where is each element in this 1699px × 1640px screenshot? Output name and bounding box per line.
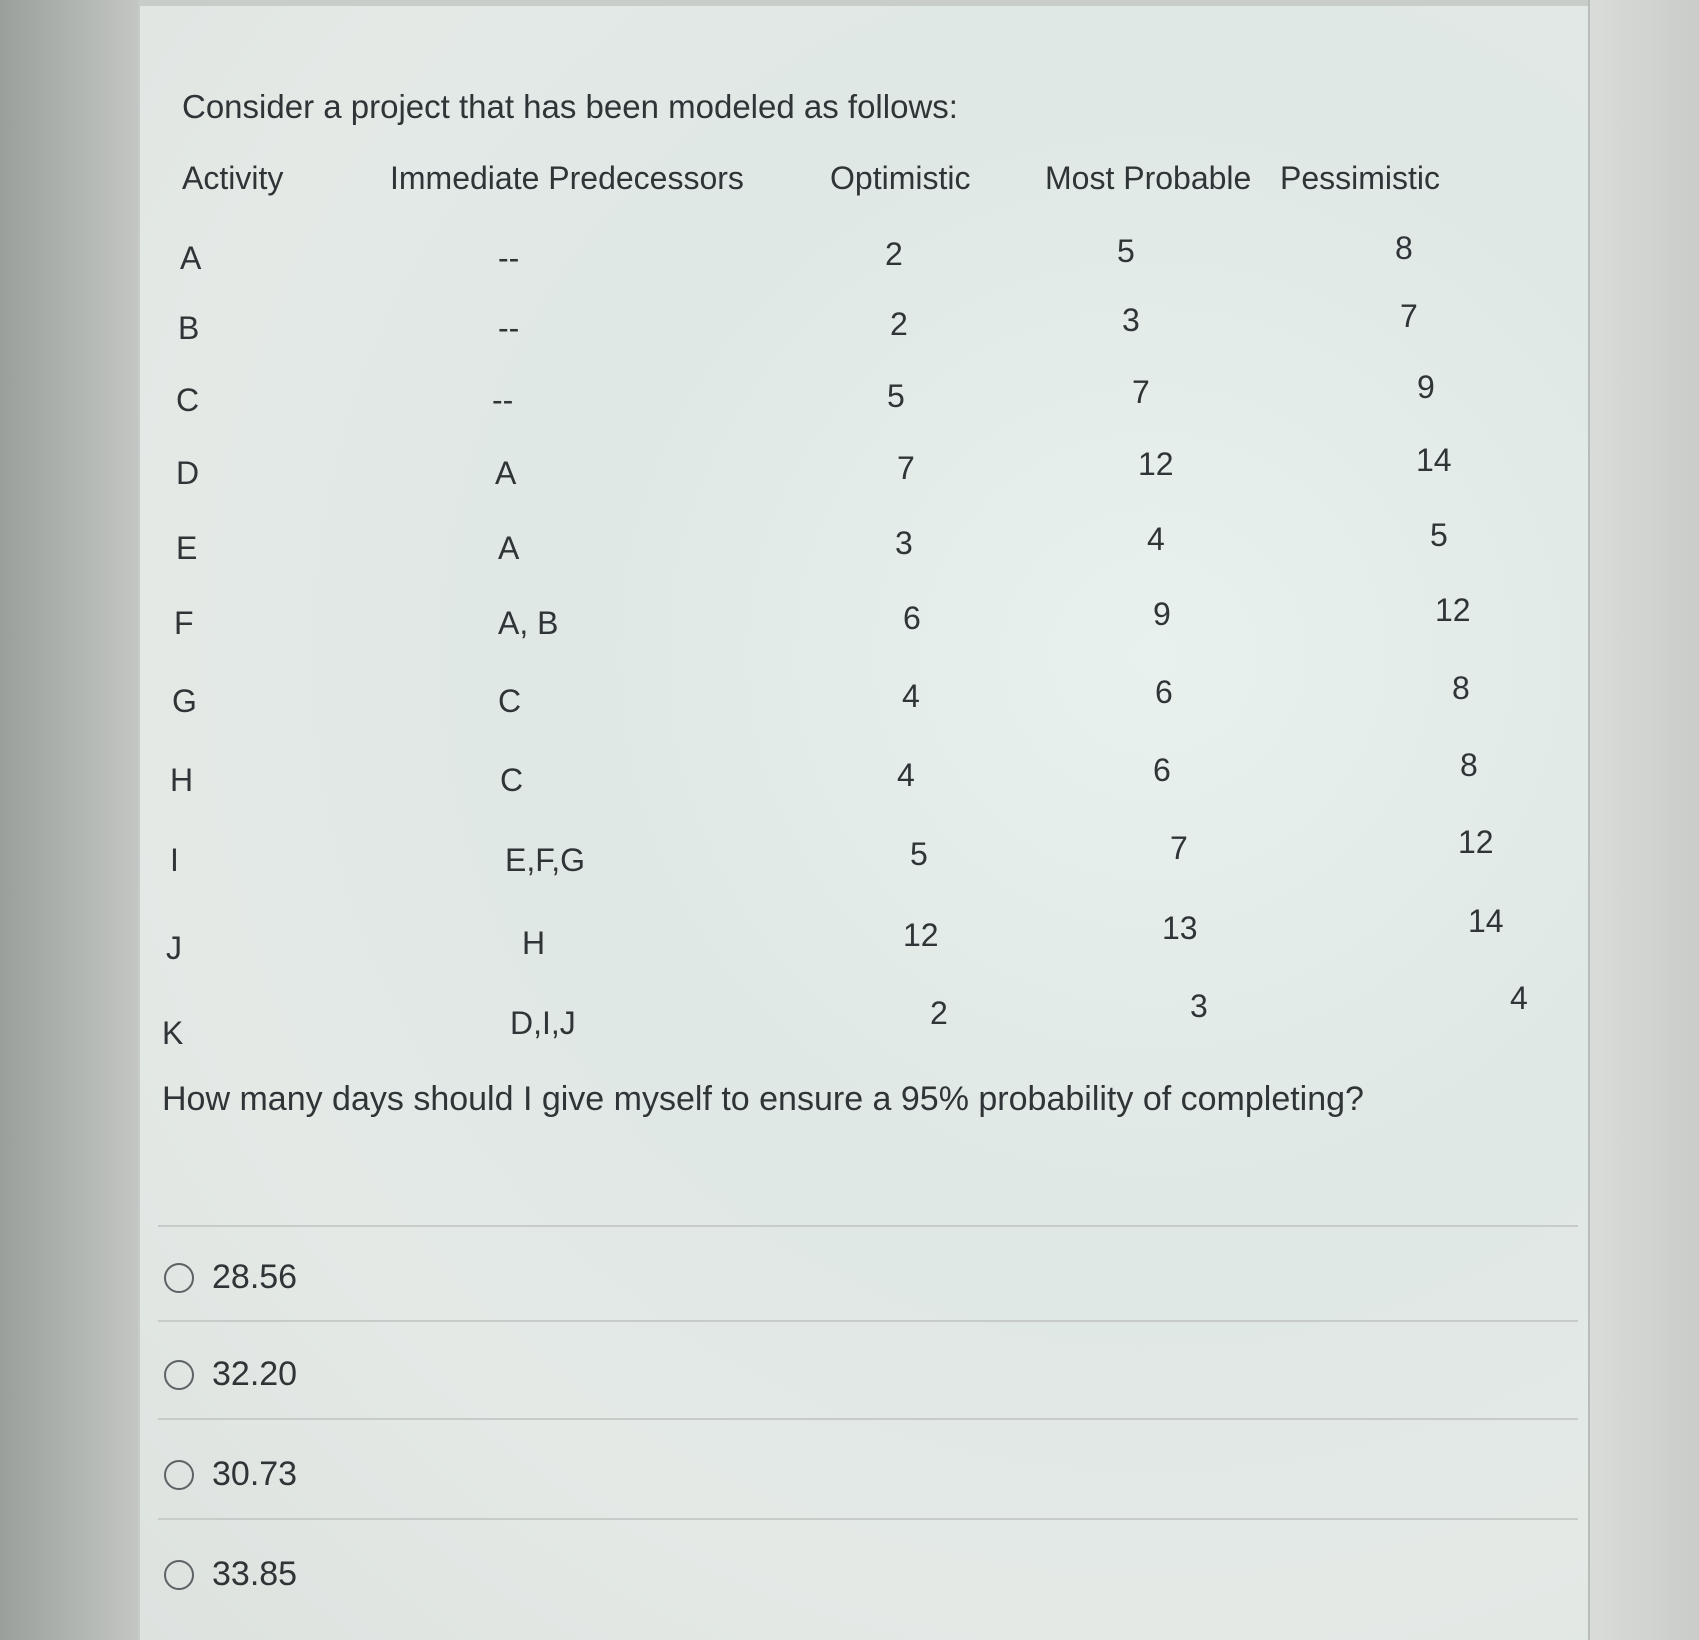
cell-optimistic: 4 xyxy=(897,757,915,793)
cell-optimistic: 6 xyxy=(903,600,921,636)
cell-activity: F xyxy=(174,605,194,641)
cell-most-probable: 4 xyxy=(1147,521,1165,557)
answer-option-3[interactable] xyxy=(164,1455,297,1494)
cell-predecessors: C xyxy=(498,683,522,719)
cell-most-probable: 7 xyxy=(1170,830,1188,866)
cell-most-probable: 6 xyxy=(1153,752,1171,788)
cell-most-probable: 5 xyxy=(1117,233,1135,269)
cell-pessimistic: 7 xyxy=(1400,298,1418,334)
answer-option-2[interactable] xyxy=(164,1355,297,1394)
cell-most-probable: 3 xyxy=(1122,302,1140,338)
cell-pessimistic: 8 xyxy=(1452,670,1470,706)
cell-predecessors: -- xyxy=(498,240,520,276)
cell-most-probable: 13 xyxy=(1162,910,1198,946)
options-divider xyxy=(158,1225,1578,1227)
cell-optimistic: 2 xyxy=(890,306,908,342)
answer-option-4[interactable] xyxy=(164,1555,297,1594)
option-divider xyxy=(158,1418,1578,1420)
question-title: Consider a project that has been modeled as follows: xyxy=(182,88,958,125)
cell-activity: B xyxy=(178,310,200,346)
radio-button-icon[interactable] xyxy=(164,1263,194,1293)
cell-predecessors: H xyxy=(522,925,546,961)
answer-option-label: 32.20 xyxy=(212,1355,298,1393)
option-divider xyxy=(158,1320,1578,1322)
cell-pessimistic: 4 xyxy=(1510,980,1528,1016)
cell-optimistic: 4 xyxy=(902,678,920,714)
cell-optimistic: 5 xyxy=(910,836,928,872)
cell-pessimistic: 12 xyxy=(1458,824,1494,860)
cell-optimistic: 5 xyxy=(887,378,905,414)
cell-most-probable: 7 xyxy=(1132,374,1150,410)
cell-most-probable: 6 xyxy=(1155,674,1173,710)
header-pessimistic: Pessimistic xyxy=(1280,160,1441,196)
cell-most-probable: 3 xyxy=(1190,988,1208,1024)
cell-most-probable: 12 xyxy=(1138,446,1174,482)
answer-option-1[interactable] xyxy=(164,1258,297,1297)
header-most-probable: Most Probable xyxy=(1045,160,1252,196)
option-divider xyxy=(158,1518,1578,1520)
cell-activity: H xyxy=(170,762,194,798)
cell-predecessors: A xyxy=(495,455,517,491)
cell-activity: E xyxy=(176,530,198,566)
cell-pessimistic: 14 xyxy=(1468,903,1504,939)
cell-optimistic: 3 xyxy=(895,525,913,561)
monitor-bezel-right xyxy=(1589,0,1699,1640)
radio-button-icon[interactable] xyxy=(164,1560,194,1590)
cell-pessimistic: 8 xyxy=(1460,747,1478,783)
cell-pessimistic: 14 xyxy=(1416,442,1452,478)
answer-option-label: 30.73 xyxy=(212,1455,298,1493)
cell-predecessors: A, B xyxy=(498,605,559,641)
radio-button-icon[interactable] xyxy=(164,1360,194,1390)
cell-pessimistic: 9 xyxy=(1417,369,1435,405)
cell-predecessors: E,F,G xyxy=(505,842,586,878)
cell-optimistic: 2 xyxy=(930,995,948,1031)
answer-option-label: 28.56 xyxy=(212,1258,298,1296)
quiz-question-panel xyxy=(138,0,1590,1640)
cell-predecessors: -- xyxy=(492,382,514,418)
cell-activity: J xyxy=(166,930,182,966)
cell-optimistic: 2 xyxy=(885,236,903,272)
cell-predecessors: C xyxy=(500,762,524,798)
cell-optimistic: 12 xyxy=(903,917,939,953)
cell-pessimistic: 8 xyxy=(1395,230,1413,266)
cell-predecessors: -- xyxy=(498,310,520,346)
cell-optimistic: 7 xyxy=(897,450,915,486)
cell-activity: C xyxy=(176,382,200,418)
cell-activity: I xyxy=(170,842,179,878)
cell-activity: K xyxy=(162,1015,184,1051)
radio-button-icon[interactable] xyxy=(164,1460,194,1490)
header-activity: Activity xyxy=(182,160,284,196)
question-prompt: How many days should I give myself to ensure a 95% probability of completing? xyxy=(162,1080,1364,1118)
cell-predecessors: D,I,J xyxy=(510,1005,576,1041)
cell-most-probable: 9 xyxy=(1153,596,1171,632)
cell-predecessors: A xyxy=(498,530,520,566)
cell-activity: A xyxy=(180,240,202,276)
cell-pessimistic: 5 xyxy=(1430,517,1448,553)
cell-activity: D xyxy=(176,455,200,491)
cell-activity: G xyxy=(172,683,197,719)
answer-option-label: 33.85 xyxy=(212,1555,298,1593)
monitor-bezel-left xyxy=(0,0,138,1640)
panel-top-border xyxy=(140,0,1588,6)
cell-pessimistic: 12 xyxy=(1435,592,1471,628)
header-predecessors: Immediate Predecessors xyxy=(390,160,744,196)
header-optimistic: Optimistic xyxy=(830,160,971,196)
